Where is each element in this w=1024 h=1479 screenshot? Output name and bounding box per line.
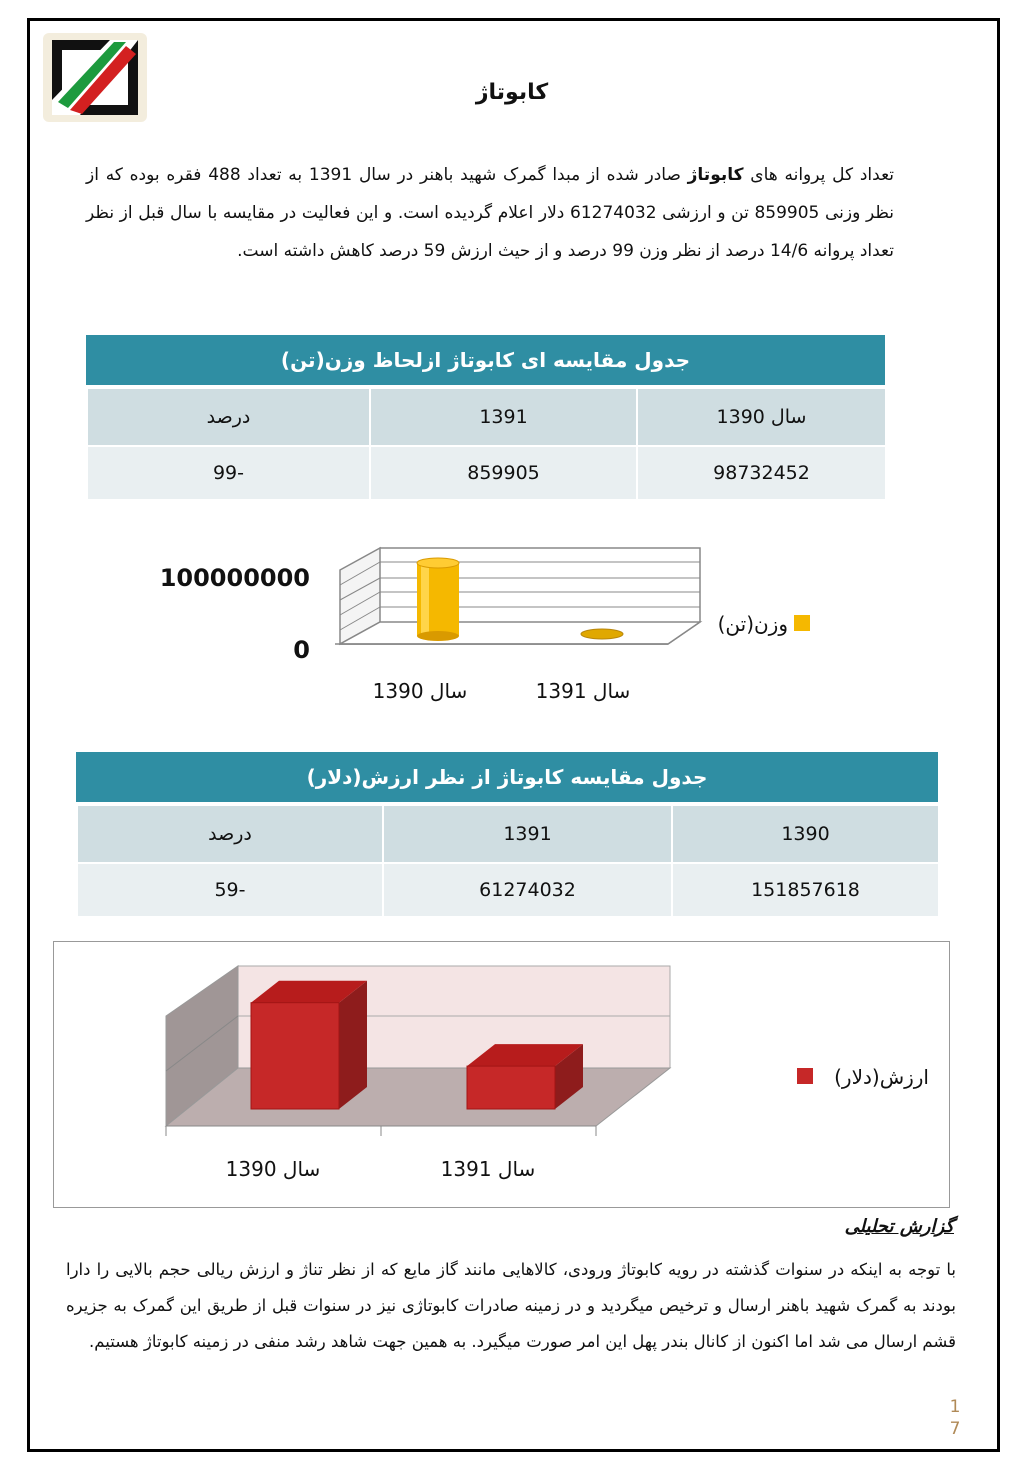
- value-cell-1391: 61274032: [382, 862, 671, 916]
- value-cell-1390: 151857618: [671, 862, 938, 916]
- intro-text-1: تعداد کل پروانه های: [743, 165, 895, 185]
- x-label-1390: سال 1390: [372, 679, 468, 703]
- x-label-1391: سال 1391: [535, 679, 631, 703]
- weight-chart: [140, 540, 920, 715]
- legend-swatch-value: [797, 1068, 813, 1084]
- weight-table: [86, 335, 885, 499]
- page-number: [945, 1396, 965, 1440]
- weight-header-percent: درصد: [86, 385, 369, 445]
- weight-cell-1391: 859905: [369, 445, 636, 499]
- intro-bold: کابوتاژ: [687, 165, 744, 185]
- value-table: [76, 752, 938, 916]
- x-label-1391: سال 1391: [440, 1157, 536, 1181]
- legend-label-weight: وزن(تن): [717, 612, 788, 636]
- weight-cell-percent: -99: [86, 445, 369, 499]
- customs-logo: [40, 30, 150, 125]
- y-tick-100000000: 100000000: [159, 564, 310, 592]
- value-bar-1: [467, 1044, 583, 1109]
- value-bar-0: [251, 981, 367, 1109]
- intro-paragraph: [86, 156, 894, 270]
- value-header-1391: 1391: [382, 802, 671, 862]
- value-cell-percent: -59: [76, 862, 382, 916]
- y-tick-0: 0: [293, 636, 310, 664]
- legend-label-value: ارزش(دلار): [834, 1065, 929, 1089]
- weight-cell-1390: 98732452: [636, 445, 885, 499]
- value-header-1390: 1390: [671, 802, 938, 862]
- weight-table-caption: جدول مقایسه ای کابوتاژ ازلحاظ وزن(تن): [86, 335, 885, 385]
- weight-bar-0: [417, 558, 459, 641]
- weight-header-1390: سال 1390: [636, 385, 885, 445]
- intro-text-2: صادر شده از مبدا گمرک شهید باهنر در سال 1391 به تعداد 488 فقره بوده که از نظر وزنی 859905 تن و ارزشی 61274032 دلار اعلام گردیده است. و این فعالیت در مقایسه با سال قبل از نظر تعداد پروانه 14/6 درصد از نظر وزن 99 درصد و از حیث ارزش 59 درصد کاهش داشته است.: [86, 165, 894, 261]
- report-paragraph: با توجه به اینکه در سنوات گذشته در رویه کابوتاژ ورودی، کالاهایی مانند گاز مایع که از نظر تناژ و ارزش ریالی حجم بالایی را دارا بودند به گمرک شهید باهنر ارسال و ترخیص میگردید و در زمینه صادرات کابوتاژی نیز در سنوات قبل از طریق این گمرک به جزیره قشم ارسال می شد اما اکنون از کانال بندر پهل این امر صورت میگیرد. به همین جهت شاهد رشد منفی در زمینه کابوتاژ هستیم.: [66, 1260, 956, 1351]
- page-number-line-1: 1: [949, 1397, 961, 1417]
- weight-bar-1: [581, 629, 623, 639]
- legend-swatch-weight: [794, 615, 810, 631]
- weight-header-1391: 1391: [369, 385, 636, 445]
- value-chart: [53, 941, 951, 1209]
- value-table-caption: جدول مقایسه کابوتاژ از نظر ارزش(دلار): [76, 752, 938, 802]
- page-number-line-2: 7: [949, 1419, 961, 1439]
- x-label-1390: سال 1390: [225, 1157, 321, 1181]
- report-heading: گزارش تحلیلی: [844, 1216, 954, 1237]
- value-header-percent: درصد: [76, 802, 382, 862]
- page-title: کابوتاژ: [475, 80, 549, 105]
